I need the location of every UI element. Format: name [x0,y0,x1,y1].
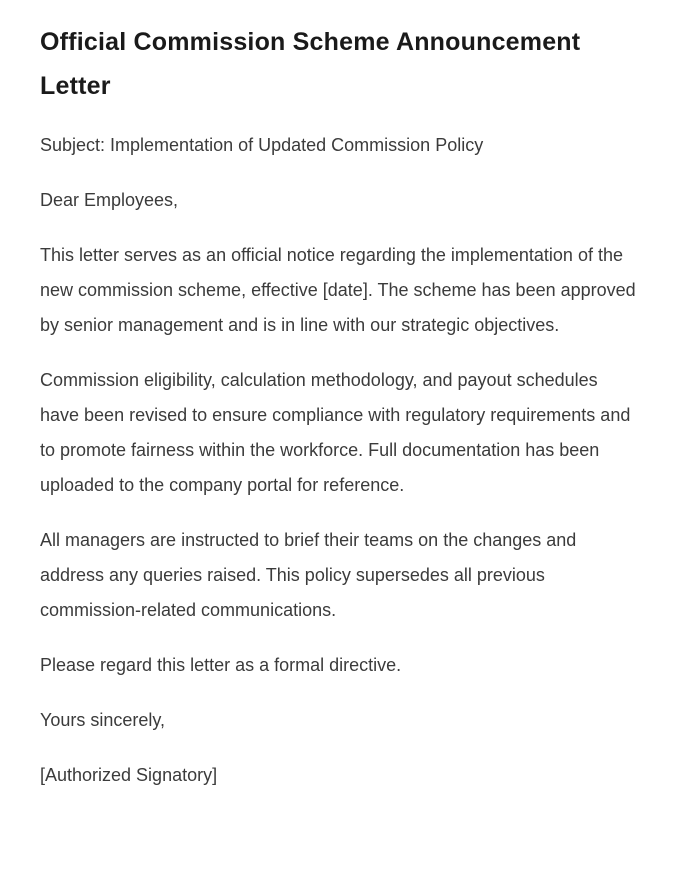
letter-signatory-placeholder: [Authorized Signatory] [40,765,218,785]
letter-closing: Yours sincerely, [40,710,166,730]
letter-body-paragraph-2: Commission eligibility, calculation methodology, and payout schedules have been revised to ensure compliance with regulatory requirements and to promote fairness within the workforce. Full documentation has been uploaded to the company portal for reference. [40,370,631,495]
letter-body-paragraph-3: All managers are instructed to brief their teams on the changes and address any queries raised. This policy supersedes all previous commission-related communications. [40,530,577,620]
letter-subject-line: Subject: Implementation of Updated Commission Policy [40,135,484,155]
letter-title: Official Commission Scheme Announcement Letter [40,28,581,100]
letter-body-paragraph-1: This letter serves as an official notice regarding the implementation of the new commission scheme, effective [date]. The scheme has been approved by senior management and is in line with our strategic objectives. [40,245,636,335]
letter-directive-line: Please regard this letter as a formal directive. [40,655,402,675]
letter-salutation: Dear Employees, [40,190,179,210]
